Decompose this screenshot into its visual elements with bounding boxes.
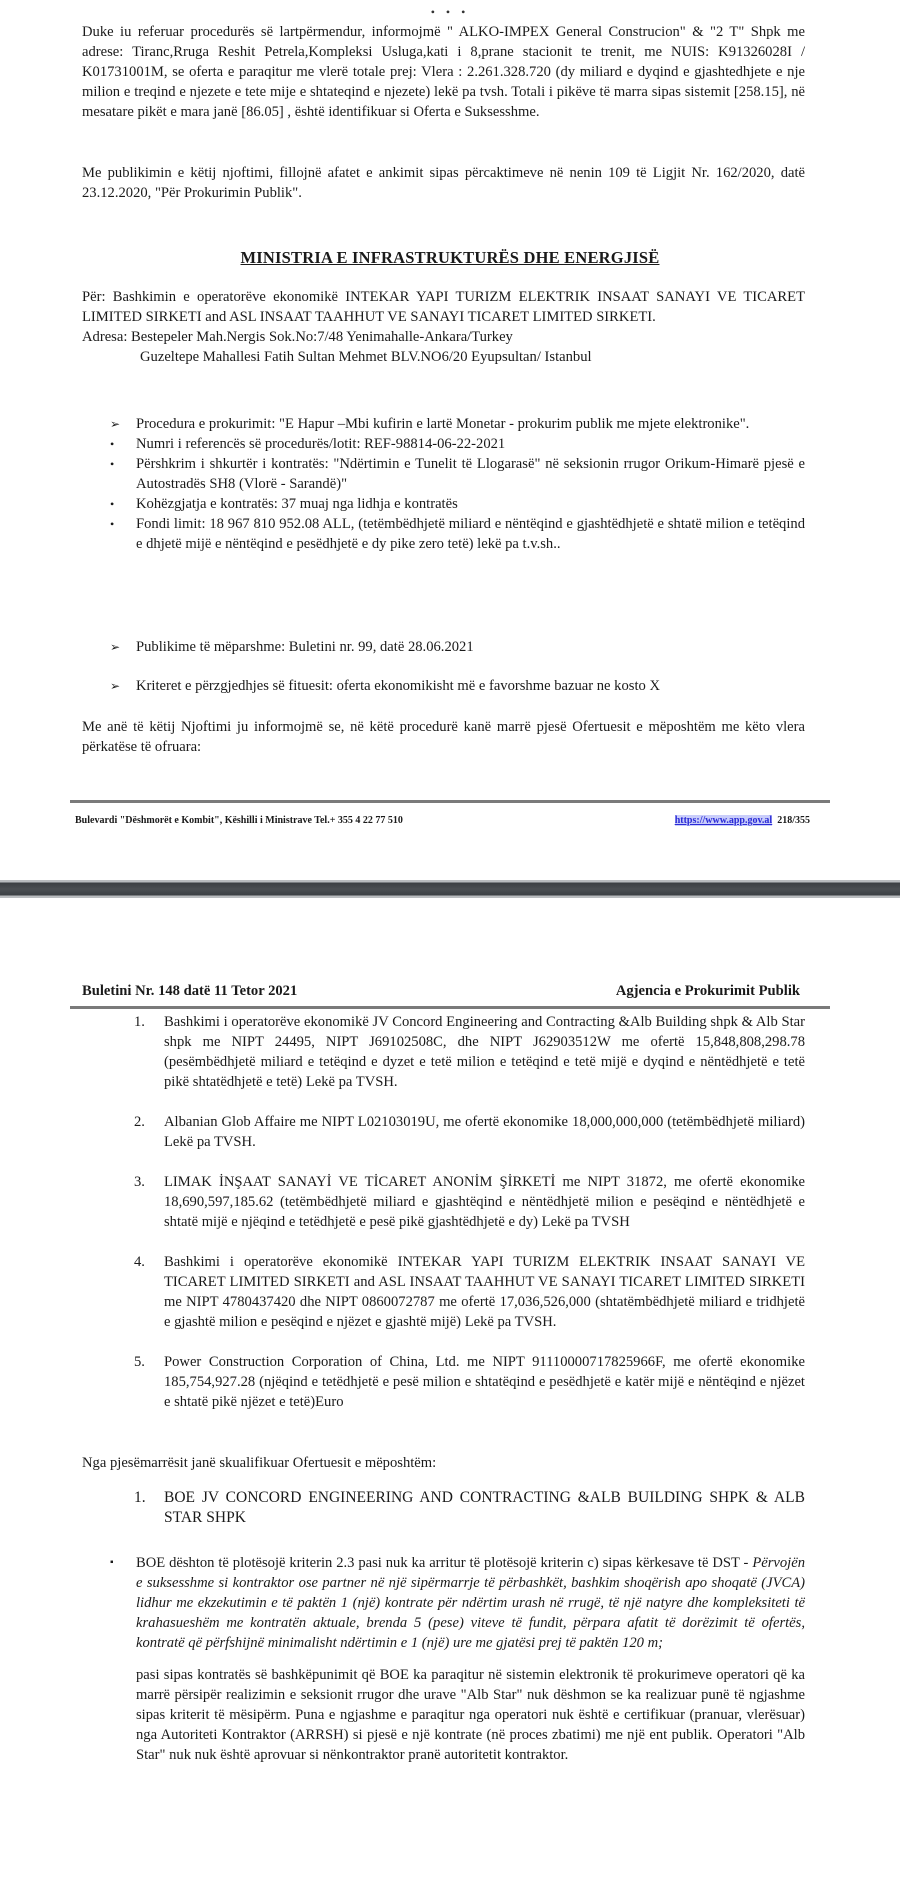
appeal-paragraph: Me publikimin e këtij njoftimi, fillojnë afatet e ankimit sipas përcaktimeve në nenin 109 të Ligjit Nr. 162/2020, datë 23.12.2020, "Për Prokurimin Publik". bbox=[82, 165, 805, 201]
previous-publication-list bbox=[110, 637, 805, 657]
agency-label: Agjencia e Prokurimit Publik bbox=[615, 983, 800, 999]
arrow-bullet-icon: ➢ bbox=[110, 679, 121, 693]
footer-right bbox=[675, 811, 810, 831]
offer-text: Albanian Glob Affaire me NIPT L02103019U, me ofertë ekonomike 18,000,000,000 (tetëmbëdhjetë miliard) Lekë pa TVSH. bbox=[164, 1114, 805, 1150]
bullet-icon: • bbox=[110, 517, 115, 531]
intro-paragraph: Duke iu referuar procedurës së lartpërmendur, informojmë " ALKO-IMPEX General Construcion" & "2 T" Shpk me adrese: Tiranc,Rruga Reshit Petrela,Kompleksi Usluga,kati i 8,prane stacionit te trenit, me NUIS: K91326028I / K01731001M, se oferta e paraqitur me vlerë totale prej: Vlera : 2.261.328.720 (dy miliard e dyqind e gjashtedhjete e nje milion e treqind e njezete e tete mije e shtateqind e njezete) lekë pa tvsh. Totali i pikëve të marra sipas sistemit [258.15], në mesatare pikët e mara janë [86.05] , është identifikuar si Oferta e Suksesshme. bbox=[82, 24, 805, 120]
detail-fund-limit: • Fondi limit: 18 967 810 952.08 ALL, (tetëmbëdhjetë miliard e nëntëqind e gjashtëdhjetë e shtatë milion e tetëqind e dhjetë mijë e nëntëqind e pesëdhjetë e dy pike zero tetë) lekë pa t.v.sh.. bbox=[110, 516, 805, 552]
footer-website-link[interactable]: https://www.app.gov.al bbox=[674, 815, 773, 826]
offers-list bbox=[134, 1012, 805, 1432]
document-page-1 bbox=[0, 0, 900, 880]
document-page-2 bbox=[0, 898, 900, 1893]
small-bullet-icon: ▪ bbox=[110, 1557, 114, 1568]
recipient-block bbox=[82, 287, 805, 367]
disqualified-text: BOE JV CONCORD ENGINEERING AND CONTRACTING &ALB BUILDING SHPK & ALB STAR SHPK bbox=[164, 1489, 805, 1526]
footer-divider bbox=[70, 800, 830, 803]
offer-number: 3. bbox=[134, 1174, 145, 1190]
header-divider bbox=[70, 1006, 830, 1009]
offer-item bbox=[134, 1352, 805, 1412]
address-line-2: Guzeltepe Mahallesi Fatih Sultan Mehmet BLV.NO6/20 Eyupsultan/ Istanbul bbox=[140, 349, 592, 365]
offer-text: LIMAK İNŞAAT SANAYİ VE TİCARET ANONİM ŞİRKETİ me NIPT 31872, me ofertë ekonomike 18,690,597,185.62 (tetëmbëdhjetë miliard e gjashtëqind e nëntëdhjetë milion e pesëqind e nëntëdhjetë e shtatë mijë e njëqind e tetëdhjetë e pesë pikë gjashtëdhjetë e dy) Lekë pa TVSH bbox=[164, 1174, 805, 1230]
offer-item bbox=[134, 1252, 805, 1332]
detail-procedure-type: ➢ Procedura e prokurimit: "E Hapur –Mbi kufirin e lartë Monetar - prokurim publik me mjete elektronike". bbox=[110, 416, 750, 432]
winner-notice-paragraph bbox=[82, 22, 805, 122]
detail-selection-criteria: ➢ Kriteret e përzgjedhjes së fituesit: oferta ekonomikisht më e favorshme bazuar ne kosto X bbox=[110, 678, 660, 694]
disqualified-number: 1. bbox=[134, 1489, 146, 1506]
offer-text: Power Construction Corporation of China, Ltd. me NIPT 91110000717825966F, me ofertë ekonomike 185,754,927.28 (njëqind e tetëdhjetë e pesë milion e shtatëqind e pesëdhjetë e katër mijë e nëntëqind e njëzet e shtatë pikë njëzet e tetë)Euro bbox=[164, 1354, 805, 1410]
disqualification-reason bbox=[110, 1553, 805, 1765]
detail-reference-number: • Numri i referencës së procedurës/lotit: REF-98814-06-22-2021 bbox=[110, 436, 506, 452]
reason-continuation: pasi sipas kontratës së bashkëpunimit që BOE ka paraqitur në sistemin elektronik të prokurimeve operatori që ka marrë përsipër realizimin e seksionit rrugor dhe urave "Alb Star" nuk dëshmon se ka realizuar punë të ngjashme sipas kriterit të mësipërm. Puna e ngjashme e paraqitur nga operatori nuk është e certifikuar (pranuar, vlerësuar) nga Autoriteti Kontraktor (ARRSH) si pjesë e një kontrate (në proces zbatimi) me një ent publik. Operatori "Alb Star" nuk nuk është aprovuar si nënkontraktor pranë autoritetit kontraktor. bbox=[136, 1667, 805, 1763]
ministry-title: MINISTRIA E INFRASTRUKTURËS DHE ENERGJISË bbox=[240, 248, 660, 267]
page-header bbox=[82, 981, 800, 1001]
reason-criterion-quote: Përvojën e suksesshme si kontraktor ose partner në një sipërmarrje të përbashkët, bashkim shoqërish apo shoqatë (JVCA) lidhur me ekzekutimin e të paktën 1 (një) kontrate për ndërtim urash në rrugë, të një natyre dhe kompleksiteti të krahasueshëm me kontratën aktuale, brenda 5 (pese) viteve të fundit, përpara afatit të dorëzimit të ofertës, kontratë që përfshijnë minimalisht ndërtimin e 1 (një) ure me gjatësi prej të paktën 120 m; bbox=[136, 1555, 805, 1651]
page-number: 218/355 bbox=[777, 815, 810, 826]
offer-number: 2. bbox=[134, 1114, 145, 1130]
offer-text: Bashkimi i operatorëve ekonomikë JV Concord Engineering and Contracting &Alb Building shpk & Alb Star shpk me NIPT 24495, NIPT J69102508C, dhe NIPT J62903512W me ofertë 15,848,808,298.78 (pesëmbëdhjetë miliard e tetëqind e dyzet e tetë milion e tetëqind e tetë mijë e dyqind e nëntëdhjetë e tetë pikë shtatëdhjetë e tetë) Lekë pa TVSH. bbox=[164, 1014, 805, 1090]
offer-text: Bashkimi i operatorëve ekonomikë INTEKAR YAPI TURIZM ELEKTRIK INSAAT SANAYI VE TICARET LIMITED SIRKETI and ASL INSAAT TAAHHUT VE SANAYI TICARET LIMITED SIRKETI me NIPT 4780437420 dhe NIPT 0860072787 me ofertë 17,036,526,000 (shtatëmbëdhjetë miliard e tridhjetë e gjashtë milion e pesëqind e njëzet e gjashtë mijë) Lekë pa TVSH. bbox=[164, 1254, 805, 1330]
detail-contract-duration: • Kohëzgjatja e kontratës: 37 muaj nga lidhja e kontratës bbox=[110, 496, 458, 512]
bullet-icon: • bbox=[110, 497, 115, 511]
appeal-paragraph-block bbox=[82, 163, 805, 203]
participants-intro-block bbox=[82, 717, 805, 757]
footer-address: Bulevardi "Dëshmorët e Kombit", Këshilli i Ministrave Tel.+ 355 4 22 77 510 bbox=[75, 815, 403, 826]
address-line-1: Adresa: Bestepeler Mah.Nergis Sok.No:7/48 Yenimahalle-Ankara/Turkey bbox=[82, 329, 513, 345]
offer-number: 4. bbox=[134, 1254, 145, 1270]
bullet-icon: • bbox=[110, 437, 115, 451]
recipient-text: Për: Bashkimin e operatorëve ekonomikë INTEKAR YAPI TURIZM ELEKTRIK INSAAT SANAYI VE TICARET LIMITED SIRKETI and ASL INSAAT TAAHHUT VE SANAYI TICARET LIMITED SIRKETI. bbox=[82, 289, 805, 325]
offer-item bbox=[134, 1172, 805, 1232]
participants-intro: Me anë të këtij Njoftimi ju informojmë se, në këtë procedurë kanë marrë pjesë Ofertuesit e mëposhtëm me këto vlera përkatëse të ofruara: bbox=[82, 719, 805, 755]
bulletin-label: Buletini Nr. 148 datë 11 Tetor 2021 bbox=[82, 983, 298, 999]
disqualified-item bbox=[134, 1488, 805, 1528]
procedure-details-list bbox=[110, 414, 805, 554]
reason-paragraph bbox=[110, 1553, 805, 1653]
offer-number: 5. bbox=[134, 1354, 145, 1370]
offer-item bbox=[134, 1012, 805, 1092]
page-footer bbox=[75, 811, 810, 831]
arrow-bullet-icon: ➢ bbox=[110, 640, 121, 654]
detail-contract-description: • Përshkrim i shkurtër i kontratës: "Ndërtimin e Tunelit të Llogarasë" në seksionin rrugor Orikum-Himarë pjesë e Autostradës SH8 (Vlorë - Sarandë)" bbox=[110, 456, 805, 492]
offer-item bbox=[134, 1112, 805, 1152]
bullet-icon: • bbox=[110, 457, 115, 471]
disqualified-list bbox=[134, 1488, 805, 1528]
offer-number: 1. bbox=[134, 1014, 145, 1030]
selection-criteria-list bbox=[110, 676, 805, 696]
disqualified-intro: Nga pjesëmarrësit janë skualifikuar Ofertuesit e mëposhtëm: bbox=[82, 1455, 437, 1471]
page-separator bbox=[0, 880, 900, 898]
page-top-dots: • • • bbox=[430, 5, 470, 19]
reason-lead: BOE dështon të plotësojë kriterin 2.3 pasi nuk ka arritur të plotësojë kriterin c) sipas kërkesave të DST - bbox=[136, 1555, 753, 1571]
arrow-bullet-icon: ➢ bbox=[110, 417, 121, 431]
detail-previous-publication: ➢ Publikime të mëparshme: Buletini nr. 99, datë 28.06.2021 bbox=[110, 639, 474, 655]
